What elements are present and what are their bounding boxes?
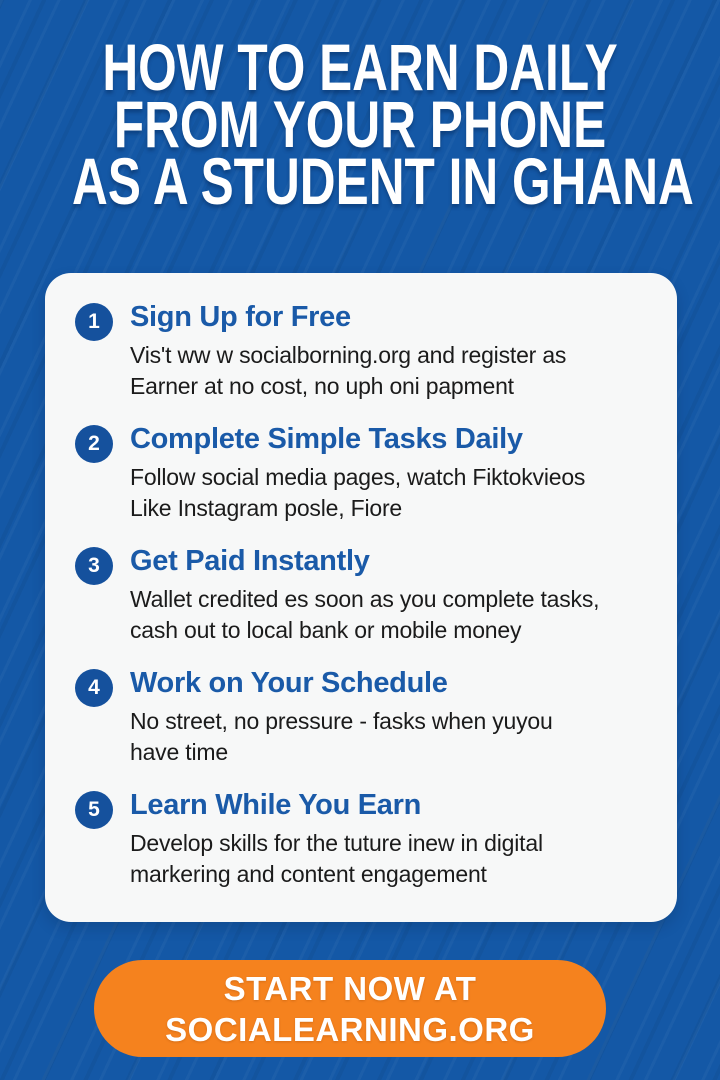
step-body <box>130 706 553 768</box>
step-title: Learn While You Earn <box>130 789 422 821</box>
cta-line-2: SOCIALEARNING.ORG <box>165 1010 535 1048</box>
step-body-line: Develop skills for the tuture inew in digital <box>130 830 543 856</box>
step-number-badge: 1 <box>75 303 113 341</box>
headline-line-1: HOW TO EARN DAILY <box>102 31 618 106</box>
step-body <box>130 462 585 524</box>
headline-line-2: FROM YOUR PHONE <box>113 88 607 163</box>
step-title: Get Paid Instantly <box>130 545 370 577</box>
step-body-line: No street, no pressure - fasks when yuyou <box>130 708 553 734</box>
step-title: Work on Your Schedule <box>130 667 448 699</box>
step-complete-tasks <box>75 422 649 524</box>
step-learn-earn <box>75 788 649 890</box>
step-number-badge: 4 <box>75 669 113 707</box>
step-work-schedule <box>75 666 649 768</box>
cta-line-1: START NOW AT <box>223 969 477 1007</box>
start-now-button[interactable] <box>94 960 606 1057</box>
step-body <box>130 584 599 646</box>
step-body-line: cash out to local bank or mobile money <box>130 617 522 643</box>
step-body-line: Earner at no cost, no uph oni papment <box>130 373 514 399</box>
step-number-badge: 5 <box>75 791 113 829</box>
step-body-line: Follow social media pages, watch Fiktokvieos <box>130 464 586 490</box>
step-body-line: Vis't ww w socialborning.org and register as <box>130 342 567 368</box>
step-content <box>130 788 543 890</box>
step-content <box>130 300 566 402</box>
step-body-line: markering and content engagement <box>130 861 487 887</box>
step-title: Sign Up for Free <box>130 301 351 333</box>
step-content <box>130 422 585 524</box>
step-body-line: Like Instagram posle, Fiore <box>130 495 403 521</box>
headline-line-3: AS A STUDENT IN GHANA <box>72 145 694 220</box>
step-body <box>130 828 543 890</box>
step-title: Complete Simple Tasks Daily <box>130 423 523 455</box>
step-body <box>130 340 566 402</box>
steps-card <box>45 273 677 922</box>
step-body-line: have time <box>130 739 228 765</box>
step-number-badge: 3 <box>75 547 113 585</box>
step-get-paid <box>75 544 649 646</box>
step-body-line: Wallet credited es soon as you complete tasks, <box>130 586 600 612</box>
headline <box>0 31 720 220</box>
step-number-badge: 2 <box>75 425 113 463</box>
step-content <box>130 666 553 768</box>
step-content <box>130 544 599 646</box>
step-sign-up <box>75 300 649 402</box>
